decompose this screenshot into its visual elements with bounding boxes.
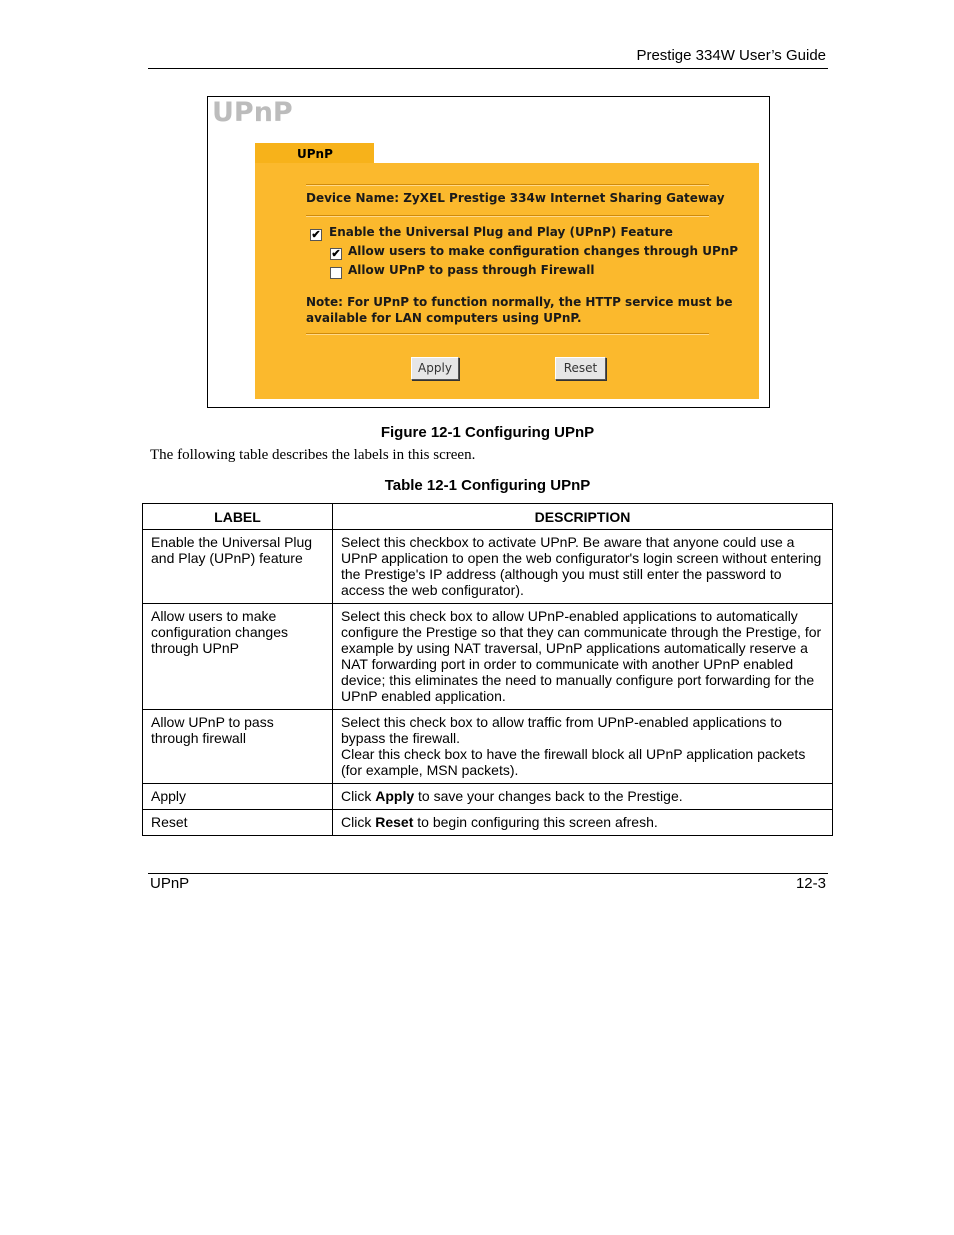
desc-post: to begin configuring this screen afresh. — [413, 814, 658, 830]
divider — [306, 215, 709, 217]
desc-post: to save your changes back to the Prestige. — [414, 788, 683, 804]
row-description: Select this check box to allow UPnP-enabled applications to automatically configure the Prestige so that they can communicate through the Prestige, for example by using NAT traversal, UPnP applications automatically reserve a NAT forwarding port in order to communicate with another UPnP enabled device; this eliminates the need to manually configure port forwarding for the UPnP enabled application. — [333, 604, 833, 710]
desc-pre: Click — [341, 814, 376, 830]
footer-rule — [148, 873, 828, 874]
table-row — [143, 810, 833, 836]
description-column-header: DESCRIPTION — [333, 504, 833, 530]
row-description — [333, 710, 833, 784]
row-description-part-1: Select this check box to allow traffic from UPnP-enabled applications to bypass the firewall. — [341, 714, 782, 746]
enable-upnp-checkbox[interactable]: ✔ — [311, 229, 321, 241]
intro-text: The following table describes the labels in this screen. — [150, 447, 476, 463]
note-line-2: available for LAN computers using UPnP. — [306, 311, 582, 325]
row-label: Allow UPnP to pass through firewall — [143, 710, 333, 784]
header-title: Prestige 334W User’s Guide — [636, 47, 826, 64]
table-row — [143, 604, 833, 710]
divider — [306, 333, 709, 335]
desc-bold: Reset — [375, 814, 414, 830]
tab-upnp[interactable] — [255, 143, 374, 165]
row-label: Enable the Universal Plug and Play (UPnP) feature — [143, 530, 333, 604]
header-rule — [148, 68, 828, 69]
enable-upnp-label: Enable the Universal Plug and Play (UPnP) Feature — [329, 225, 673, 239]
reset-button[interactable]: Reset — [555, 357, 606, 380]
allow-config-label: Allow users to make configuration changes through UPnP — [348, 244, 739, 258]
row-description — [333, 810, 833, 836]
row-label: Apply — [143, 784, 333, 810]
upnp-panel — [255, 163, 759, 399]
apply-button[interactable]: Apply — [411, 357, 459, 380]
device-name: Device Name: ZyXEL Prestige 334w Internet Sharing Gateway — [306, 191, 725, 205]
row-label: Allow users to make configuration changes through UPnP — [143, 604, 333, 710]
footer-section: UPnP — [150, 875, 190, 892]
allow-config-checkbox[interactable]: ✔ — [331, 248, 341, 260]
tab-upnp-label: UPnP — [297, 147, 333, 161]
table-row — [143, 784, 833, 810]
row-description: Select this checkbox to activate UPnP. Be aware that anyone could use a UPnP application to open the web configurator's login screen without entering the Prestige's IP address (although you must still enter the password to access the web configurator). — [333, 530, 833, 604]
allow-firewall-checkbox[interactable] — [330, 267, 342, 279]
label-column-header: LABEL — [143, 504, 333, 530]
table-header-row — [143, 504, 833, 530]
row-description-part-2: Clear this check box to have the firewall block all UPnP application packets (for example, MSN packets). — [341, 746, 806, 778]
row-label: Reset — [143, 810, 333, 836]
table-row — [143, 710, 833, 784]
row-description — [333, 784, 833, 810]
upnp-logo: UPnP — [212, 97, 293, 128]
note-line-1: Note: For UPnP to function normally, the HTTP service must be — [306, 295, 733, 309]
figure-screenshot — [207, 96, 770, 408]
footer-page-number: 12-3 — [795, 875, 826, 892]
allow-firewall-label: Allow UPnP to pass through Firewall — [348, 263, 595, 277]
figure-caption: Figure 12-1 Configuring UPnP — [380, 424, 595, 441]
divider — [306, 184, 709, 186]
table-caption: Table 12-1 Configuring UPnP — [384, 477, 591, 494]
table-row — [143, 530, 833, 604]
desc-pre: Click — [341, 788, 376, 804]
description-table — [142, 503, 833, 836]
desc-bold: Apply — [375, 788, 415, 804]
